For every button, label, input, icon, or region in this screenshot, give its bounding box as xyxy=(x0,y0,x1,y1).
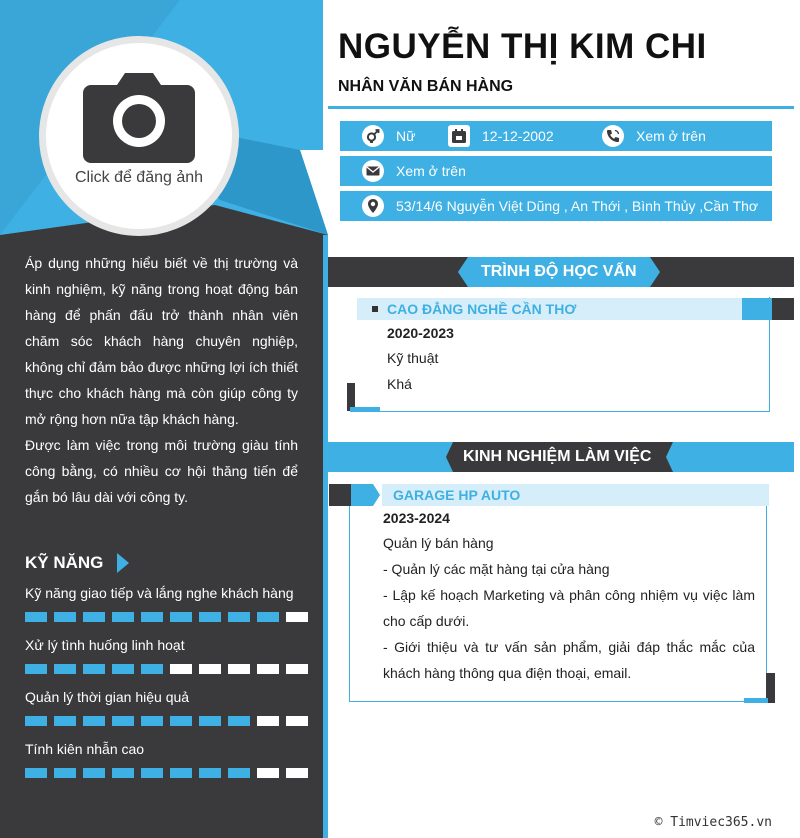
skill-item xyxy=(25,738,310,778)
company-name: GARAGE HP AUTO xyxy=(393,487,521,503)
skill-segment xyxy=(228,664,250,674)
experience-duties xyxy=(383,556,755,686)
envelope-icon xyxy=(362,160,384,182)
skill-segment xyxy=(170,664,192,674)
skill-segment xyxy=(286,664,308,674)
skill-segment xyxy=(228,612,250,622)
full-name: NGUYỄN THỊ KIM CHI xyxy=(338,27,707,66)
skill-segment xyxy=(54,612,76,622)
skill-level-bar xyxy=(25,612,310,622)
skill-segment xyxy=(199,612,221,622)
skill-segment xyxy=(83,612,105,622)
skill-segment xyxy=(25,768,47,778)
camera-icon xyxy=(81,65,197,165)
bullet-icon xyxy=(372,306,378,312)
skill-segment xyxy=(257,664,279,674)
skill-item xyxy=(25,686,310,726)
skill-segment xyxy=(112,716,134,726)
header-divider xyxy=(328,106,794,109)
education-years: 2020-2023 xyxy=(387,325,454,341)
phone-icon xyxy=(602,125,624,147)
skill-segment xyxy=(54,664,76,674)
gender-icon xyxy=(362,125,384,147)
skill-name: Xử lý tình huống linh hoạt xyxy=(25,637,185,653)
info-row-personal xyxy=(340,121,772,151)
phone-value: Xem ở trên xyxy=(636,128,706,144)
birthday-item xyxy=(448,125,554,147)
skill-segment xyxy=(112,768,134,778)
skill-level-bar xyxy=(25,768,310,778)
skill-segment xyxy=(199,768,221,778)
skill-segment xyxy=(228,716,250,726)
skill-segment xyxy=(54,716,76,726)
skill-segment xyxy=(54,768,76,778)
email-value: Xem ở trên xyxy=(396,163,466,179)
skill-segment xyxy=(141,612,163,622)
skill-segment xyxy=(199,716,221,726)
skill-segment xyxy=(199,664,221,674)
experience-title: KINH NGHIỆM LÀM VIỆC xyxy=(463,448,652,465)
school-name-row xyxy=(372,301,576,317)
skill-segment xyxy=(141,664,163,674)
info-row-address xyxy=(340,191,772,221)
education-grade: Khá xyxy=(387,376,412,392)
address-item xyxy=(362,195,758,217)
skill-segment xyxy=(83,664,105,674)
avatar-label: Click để đăng ảnh xyxy=(74,169,204,186)
skill-segment xyxy=(286,716,308,726)
skill-segment xyxy=(141,716,163,726)
duty-item: - Lập kế hoạch Marketing và phân công nhiệm vụ việc làm cho cấp dưới. xyxy=(383,587,755,629)
experience-role: Quản lý bán hàng xyxy=(383,535,494,551)
skill-segment xyxy=(25,664,47,674)
skill-segment xyxy=(25,612,47,622)
skill-segment xyxy=(112,664,134,674)
info-row-email xyxy=(340,156,772,186)
skill-segment xyxy=(286,612,308,622)
skill-segment xyxy=(257,716,279,726)
copyright-footer: © Timviec365.vn xyxy=(654,815,772,830)
skill-segment xyxy=(112,612,134,622)
calendar-icon xyxy=(448,125,470,147)
skill-segment xyxy=(25,716,47,726)
gender-value: Nữ xyxy=(396,128,416,144)
avatar-upload[interactable] xyxy=(39,36,239,236)
skill-item xyxy=(25,582,310,622)
gender-item xyxy=(362,125,415,147)
skill-segment xyxy=(228,768,250,778)
experience-tab-accent xyxy=(351,484,381,506)
frame-corner-accent xyxy=(329,484,351,506)
skill-name: Tính kiên nhẫn cao xyxy=(25,741,145,757)
birthday-value: 12-12-2002 xyxy=(482,128,554,144)
objective-paragraph: Áp dụng những hiểu biết về thị trường và kinh nghiệm, kỹ năng trong hoạt động bán hàng để phấn đấu trở thành nhân viên chăm sóc khách hàng chuyên nghiệp, không chỉ đảm bảo được những lợi ích thiết thực cho khách hàng mà còn giúp công ty mở rộng hơn nữa tập khách hàng. xyxy=(25,255,298,427)
skill-segment xyxy=(83,768,105,778)
skill-segment xyxy=(170,716,192,726)
duty-item: - Quản lý các mặt hàng tại cửa hàng xyxy=(383,561,610,577)
skills-heading xyxy=(25,553,129,573)
education-title: TRÌNH ĐỘ HỌC VẤN xyxy=(481,263,637,280)
frame-corner-accent xyxy=(350,407,380,412)
skill-segment xyxy=(83,716,105,726)
phone-item xyxy=(602,125,706,147)
school-name: CAO ĐẲNG NGHỀ CẦN THƠ xyxy=(387,301,577,317)
email-item xyxy=(362,160,466,182)
education-major: Kỹ thuật xyxy=(387,350,439,366)
job-position: NHÂN VĂN BÁN HÀNG xyxy=(338,78,514,95)
skill-level-bar xyxy=(25,716,310,726)
skill-segment xyxy=(141,768,163,778)
objective-paragraph: Được làm việc trong môi trường giàu tính công bằng, có nhiều cơ hội thăng tiến để gắn bó lâu dài với công ty. xyxy=(25,437,298,505)
skill-segment xyxy=(286,768,308,778)
arrow-right-icon xyxy=(117,553,129,573)
skill-level-bar xyxy=(25,664,310,674)
skill-name: Quản lý thời gian hiệu quả xyxy=(25,689,190,705)
duty-item: - Giới thiệu và tư vấn sản phẩm, giải đáp thắc mắc của khách hàng thông qua điện thoại, email. xyxy=(383,639,755,681)
skill-item xyxy=(25,634,310,674)
experience-years: 2023-2024 xyxy=(383,510,450,526)
career-objective xyxy=(25,250,298,510)
skill-segment xyxy=(257,768,279,778)
skill-segment xyxy=(257,612,279,622)
skill-name: Kỹ năng giao tiếp và lắng nghe khách hàng xyxy=(25,585,294,601)
skill-segment xyxy=(170,768,192,778)
frame-corner-accent xyxy=(744,698,768,703)
skill-segment xyxy=(170,612,192,622)
skills-title: KỸ NĂNG xyxy=(25,553,104,572)
address-value: 53/14/6 Nguyễn Việt Dũng , An Thới , Bình Thủy ,Cần Thơ xyxy=(396,198,759,214)
location-pin-icon xyxy=(362,195,384,217)
